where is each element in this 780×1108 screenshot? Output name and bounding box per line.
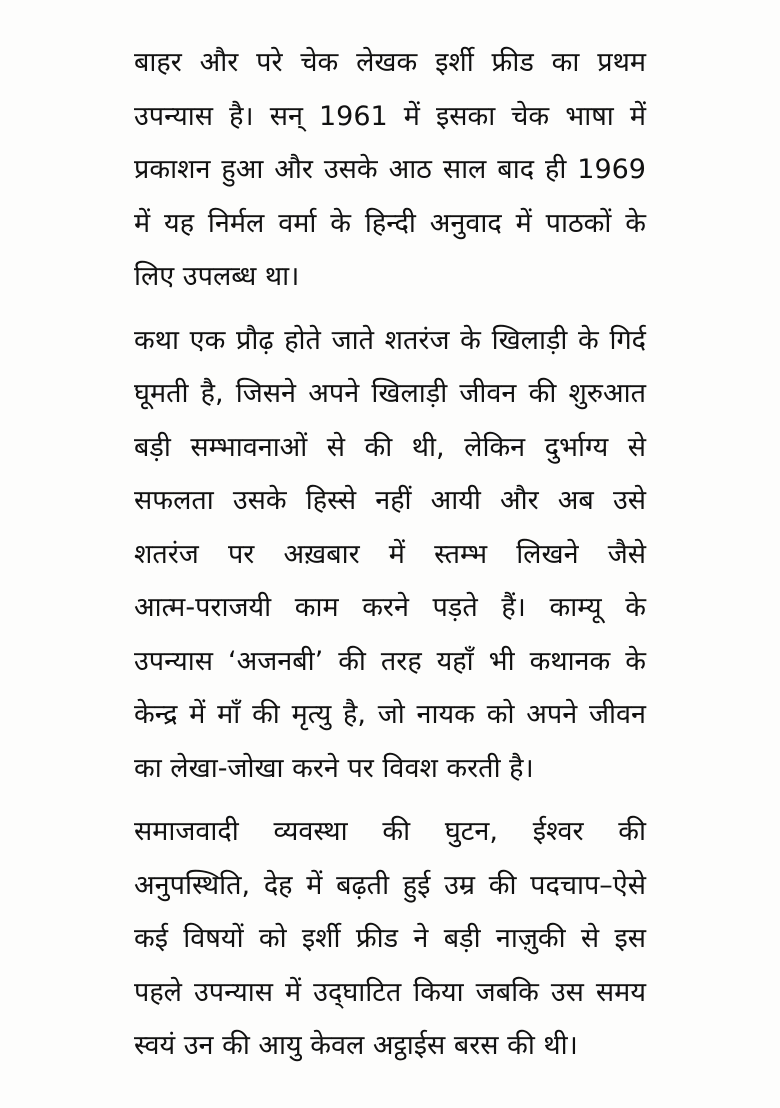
text-line: का लेखा-जोखा करने पर विवश करती है। — [134, 752, 534, 784]
text-line: सफलता उसके हिस्से नहीं आयी और अब उसे — [134, 485, 646, 516]
paragraph-1 — [134, 36, 646, 304]
text-line: समाजवादी व्यवस्था की घुटन, ईश्वर की — [134, 816, 646, 847]
text-line: कई विषयों को इर्शी फ्रीड ने बड़ी नाज़ुकी से इस — [134, 923, 646, 954]
paragraph-2 — [134, 314, 646, 796]
text-line: पहले उपन्यास में उद्‌घाटित किया जबकि उस समय — [134, 976, 646, 1008]
text-line: में यह निर्मल वर्मा के हिन्दी अनुवाद में पाठकों के — [134, 207, 646, 239]
text-line: प्रकाशन हुआ और उसके आठ साल बाद ही 1969 — [134, 154, 646, 185]
text-line: घूमती है, जिसने अपने खिलाड़ी जीवन की शुरुआत — [134, 378, 646, 409]
page-text — [134, 36, 646, 1083]
text-line: केन्द्र में माँ की मृत्यु है, जो नायक को अपने जीवन — [134, 699, 646, 730]
text-line: बड़ी सम्भावनाओं से की थी, लेकिन दुर्भाग्य से — [134, 431, 646, 463]
text-line: उपन्यास ‘अजनबी’ की तरह यहाँ भी कथानक के — [134, 645, 646, 677]
text-line: आत्म-पराजयी काम करने पड़ते हैं। काम्यू के — [134, 592, 646, 623]
text-line: उपन्यास है। सन् 1961 में इसका चेक भाषा में — [134, 100, 646, 132]
text-line: लिए उपलब्ध था। — [134, 261, 300, 292]
text-line: कथा एक प्रौढ़ होते जाते शतरंज के खिलाड़ी के गिर्द — [134, 324, 646, 356]
text-line: स्वयं उन की आयु केवल अट्ठाईस बरस की थी। — [134, 1030, 578, 1061]
paragraph-3 — [134, 805, 646, 1073]
text-line: बाहर और परे चेक लेखक इर्शी फ्रीड का प्रथम — [134, 47, 646, 78]
text-line: शतरंज पर अख़बार में स्तम्भ लिखने जैसे — [134, 538, 646, 570]
text-line: अनुपस्थिति, देह में बढ़ती हुई उम्र की पदचाप–ऐसे — [134, 869, 646, 901]
